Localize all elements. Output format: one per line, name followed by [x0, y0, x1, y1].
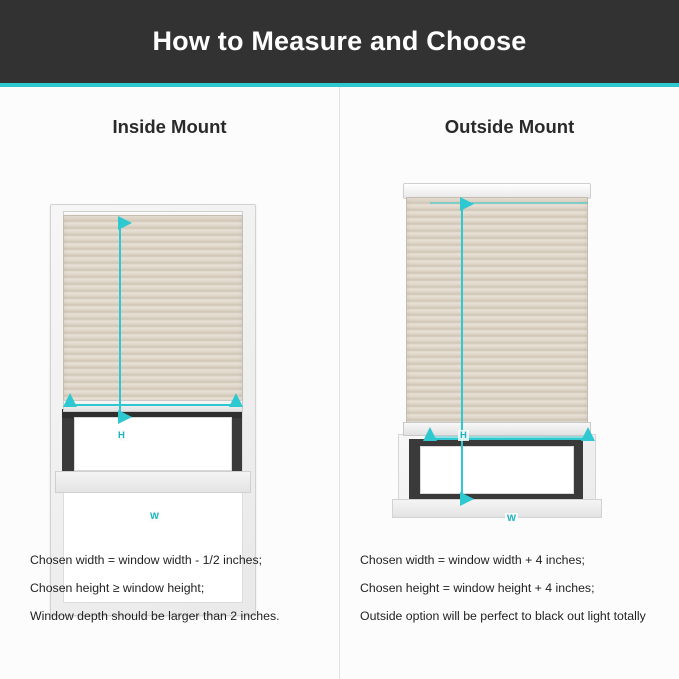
panel-outside-mount: [340, 87, 679, 679]
panel-title-outside: Outside Mount: [444, 116, 575, 137]
note-inside-3: Window depth should be larger than 2 inches.: [30, 609, 280, 623]
dimension-label-width-inside: W: [150, 511, 159, 522]
dimension-label-height-outside: H: [460, 430, 467, 441]
shade-bottomrail-inside: [63, 400, 243, 412]
note-outside-3: Outside option will be perfect to black out light totally: [360, 609, 646, 623]
panels-container: [0, 87, 679, 679]
window-sill-inside: [55, 471, 251, 493]
note-inside-2: Chosen height ≥ window height;: [30, 581, 205, 595]
shade-bottomrail-outside: [403, 422, 591, 436]
note-outside-2: Chosen height = window height + 4 inches;: [360, 581, 595, 595]
note-outside-1: Chosen width = window width + 4 inches;: [360, 553, 585, 567]
dimension-label-height-inside: H: [118, 430, 125, 441]
header-banner: [0, 0, 679, 83]
window-glass-inside: [74, 417, 232, 471]
panel-inside-mount: [0, 87, 340, 679]
note-inside-1: Chosen width = window width - 1/2 inches;: [30, 553, 263, 567]
cellular-shade-outside: [406, 197, 588, 424]
window-glass-outside: [420, 446, 574, 494]
dimension-label-width-outside: W: [507, 513, 516, 524]
window-sill-outside: [392, 499, 602, 518]
page-title: How to Measure and Choose: [152, 26, 527, 56]
cellular-shade-inside: [63, 215, 243, 407]
panel-title-inside: Inside Mount: [112, 116, 227, 137]
